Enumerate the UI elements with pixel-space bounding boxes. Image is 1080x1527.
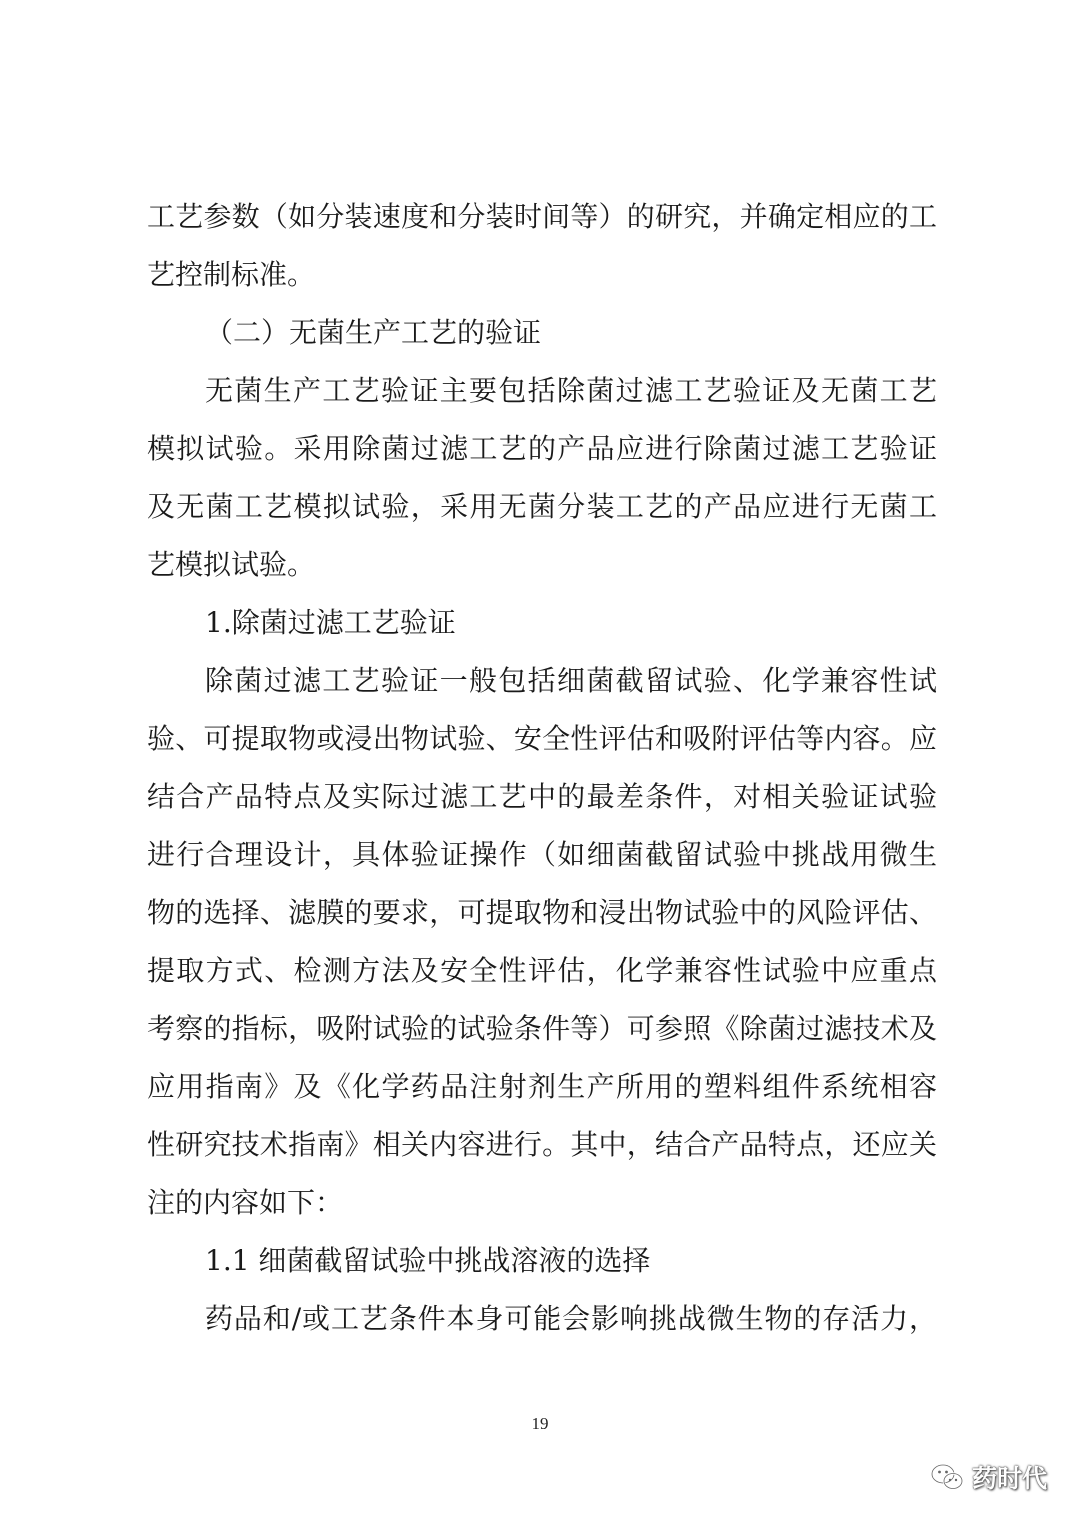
page-number: 19 <box>531 1414 549 1433</box>
watermark <box>930 1455 1047 1499</box>
text-line: 应用指南》及《化学药品注射剂生产所用的塑料组件系统相容 <box>147 1070 937 1103</box>
text-line: 工艺参数（如分装速度和分装时间等）的研究，并确定相应的工 <box>147 200 937 233</box>
text-line: 物的选择、滤膜的要求，可提取物和浸出物试验中的风险评估、 <box>147 896 937 929</box>
text-line: 药品和/或工艺条件本身可能会影响挑战微生物的存活力， <box>205 1302 937 1335</box>
wechat-icon <box>930 1462 964 1492</box>
text-line: 及无菌工艺模拟试验，采用无菌分装工艺的产品应进行无菌工 <box>147 490 937 523</box>
text-line: 艺控制标准。 <box>147 258 316 291</box>
subsection-heading: 1.除菌过滤工艺验证 <box>205 606 456 639</box>
text-line: 进行合理设计，具体验证操作（如细菌截留试验中挑战用微生 <box>147 838 937 871</box>
section-heading: （二）无菌生产工艺的验证 <box>205 316 542 349</box>
body-text <box>147 188 937 1348</box>
text-line: 无菌生产工艺验证主要包括除菌过滤工艺验证及无菌工艺 <box>205 374 937 407</box>
text-line: 提取方式、检测方法及安全性评估，化学兼容性试验中应重点 <box>147 954 937 987</box>
text-line: 艺模拟试验。 <box>147 548 316 581</box>
text-line: 除菌过滤工艺验证一般包括细菌截留试验、化学兼容性试 <box>205 664 937 697</box>
text-line: 注的内容如下： <box>147 1186 344 1219</box>
watermark-text: 药时代 <box>972 1464 1048 1493</box>
text-line: 验、可提取物或浸出物试验、安全性评估和吸附评估等内容。应 <box>147 722 937 755</box>
subsection-heading: 1.1 细菌截留试验中挑战溶液的选择 <box>205 1244 651 1277</box>
text-line: 性研究技术指南》相关内容进行。其中，结合产品特点，还应关 <box>147 1128 937 1161</box>
text-line: 考察的指标，吸附试验的试验条件等）可参照《除菌过滤技术及 <box>147 1012 937 1045</box>
text-line: 结合产品特点及实际过滤工艺中的最差条件，对相关验证试验 <box>147 780 937 813</box>
text-line: 模拟试验。采用除菌过滤工艺的产品应进行除菌过滤工艺验证 <box>147 432 937 465</box>
